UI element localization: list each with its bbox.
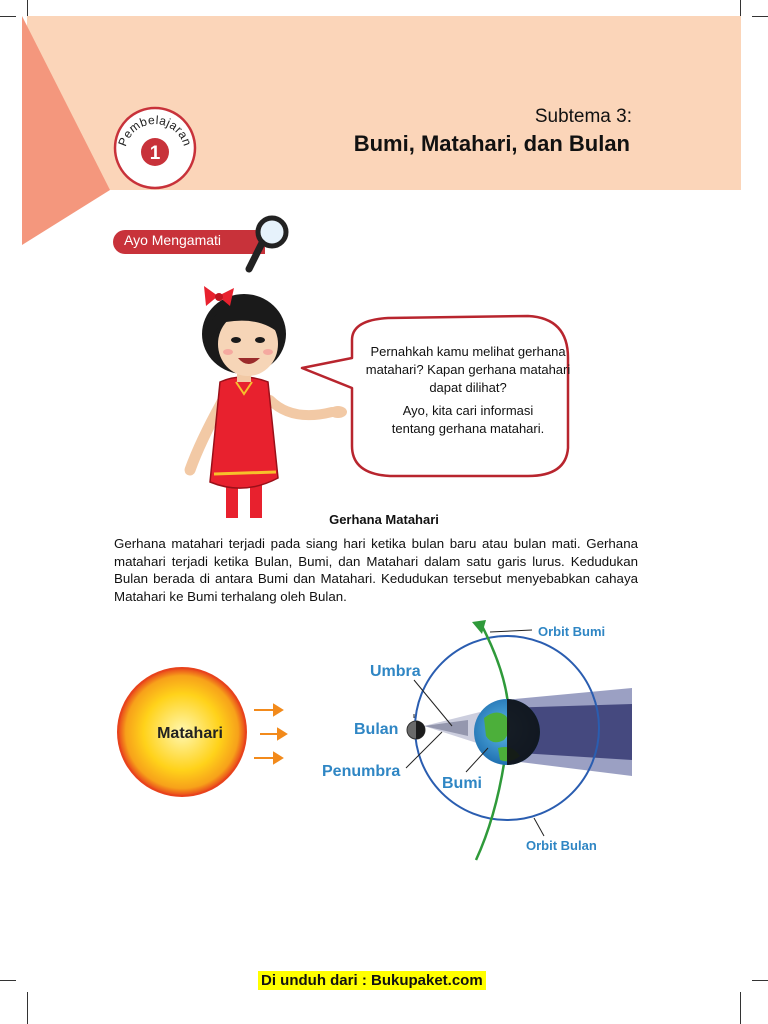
subtema-label: Subtema 3: — [534, 106, 632, 127]
speech-line-4: Ayo, kita cari informasi — [402, 403, 534, 418]
download-source: Di unduh dari : Bukupaket.com — [258, 971, 486, 990]
bumi-label: Bumi — [442, 775, 482, 792]
bulan-label: Bulan — [354, 721, 399, 738]
speech-line-5: tentang gerhana matahari. — [391, 421, 545, 436]
section-label: Ayo Mengamati — [124, 232, 222, 248]
crop-mark — [752, 16, 768, 17]
orbit-bumi-label: Orbit Bumi — [538, 624, 606, 639]
crop-mark — [740, 992, 741, 1024]
penumbra-label: Penumbra — [322, 763, 401, 780]
light-arrows — [254, 705, 286, 763]
magnifier-icon — [244, 214, 292, 274]
orbit-bulan-label: Orbit Bulan — [526, 838, 597, 853]
figure-caption: Gerhana Matahari — [329, 512, 439, 527]
crop-mark — [740, 0, 741, 16]
body-paragraph: Gerhana matahari terjadi pada siang hari ketika bulan baru atau bulan mati. Gerhana matahari terjadi ketika Bulan, Bumi, dan Matahari dalam satu garis lurus. Kedudukan Bulan berada di antara Bumi dan Matahari. Kedudukan tersebut menyebabkan cahaya Matahari ke Bumi terhalang oleh Bulan. — [114, 536, 638, 604]
badge-word: Pembelajaran — [115, 112, 195, 149]
crop-mark — [752, 980, 768, 981]
badge-number: 1 — [149, 143, 161, 164]
page-title: Bumi, Matahari, dan Bulan — [353, 131, 630, 156]
speech-line-3: dapat dilihat? — [429, 380, 507, 395]
sun-label: Matahari — [157, 725, 223, 742]
corner-decoration — [0, 0, 110, 245]
umbra-label: Umbra — [370, 663, 421, 680]
crop-mark — [27, 992, 28, 1024]
pembelajaran-badge — [113, 106, 197, 190]
crop-mark — [0, 980, 16, 981]
solar-eclipse-diagram — [112, 608, 636, 870]
speech-line-1: Pernahkah kamu melihat gerhana — [370, 344, 566, 359]
speech-line-2: matahari? Kapan gerhana matahari — [365, 362, 571, 377]
